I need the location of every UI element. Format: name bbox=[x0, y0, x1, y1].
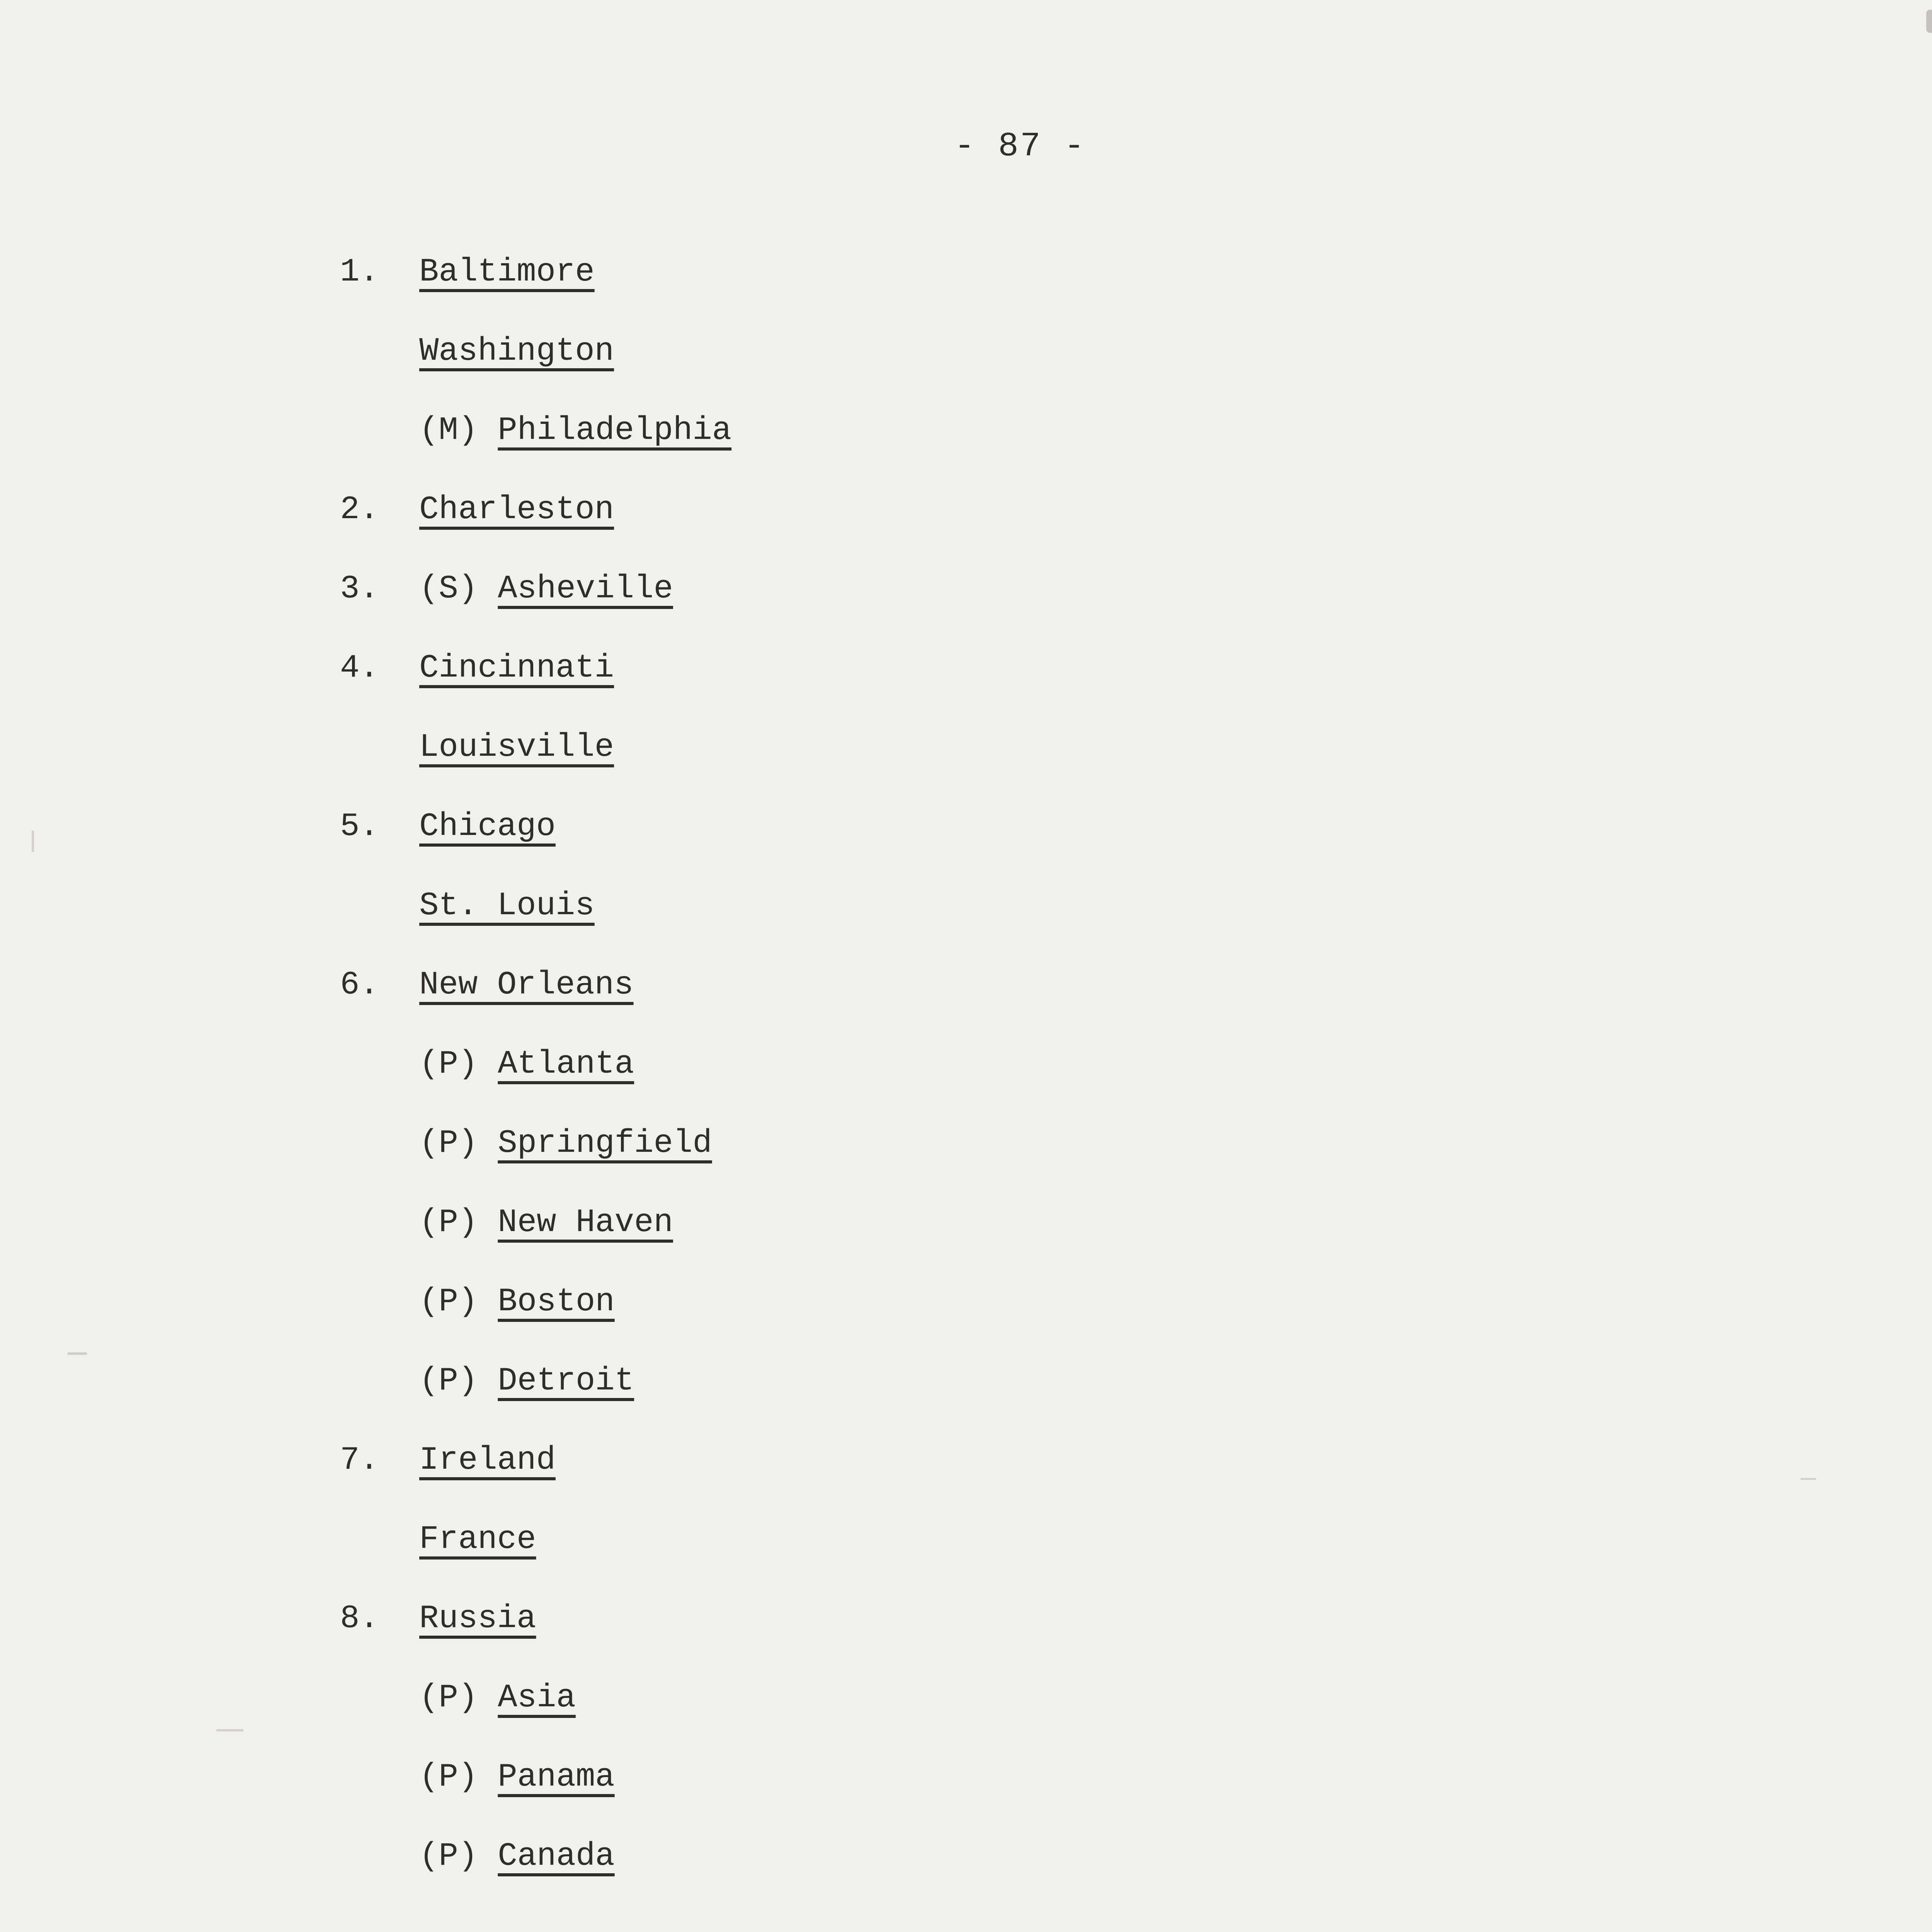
entry-number: 4. bbox=[340, 650, 379, 687]
entry-prefix: (P) bbox=[419, 1204, 478, 1241]
page-number: - 87 - bbox=[954, 128, 1086, 166]
entry-number: 3. bbox=[340, 571, 379, 607]
entry-number: 7. bbox=[340, 1442, 379, 1479]
entry-place: Chicago bbox=[419, 808, 556, 845]
entry-prefix: (P) bbox=[419, 1363, 478, 1400]
entry-place: Asheville bbox=[498, 571, 673, 607]
entry-prefix: (P) bbox=[419, 1046, 478, 1083]
paper-speck bbox=[68, 1352, 87, 1355]
entry-place: Boston bbox=[498, 1284, 615, 1320]
entry-place: Charleston bbox=[419, 492, 614, 528]
entry-place: Panama bbox=[498, 1759, 615, 1796]
entry-place: France bbox=[419, 1521, 536, 1558]
entry-place: New Orleans bbox=[419, 967, 634, 1003]
entry-place: Ireland bbox=[419, 1442, 556, 1479]
entry-place: Philadelphia bbox=[498, 412, 732, 449]
entry-place: Canada bbox=[498, 1838, 615, 1875]
entry-prefix: (P) bbox=[419, 1125, 478, 1162]
entry-prefix: (S) bbox=[419, 571, 478, 607]
entry-number: 5. bbox=[340, 808, 379, 845]
entry-place: Atlanta bbox=[498, 1046, 634, 1083]
entry-place: Cincinnati bbox=[419, 650, 614, 687]
paper-speck bbox=[1801, 1478, 1816, 1480]
entry-prefix: (M) bbox=[419, 412, 478, 449]
entry-place: Washington bbox=[419, 333, 614, 370]
entry-prefix: (P) bbox=[419, 1838, 478, 1875]
entry-prefix: (P) bbox=[419, 1680, 478, 1716]
entry-number: 6. bbox=[340, 967, 379, 1003]
entry-place: Detroit bbox=[498, 1363, 634, 1400]
entry-place: St. Louis bbox=[419, 888, 595, 924]
entry-place: New Haven bbox=[498, 1204, 673, 1241]
paper-speck bbox=[216, 1729, 243, 1731]
entry-number: 1. bbox=[340, 254, 379, 291]
entry-prefix: (P) bbox=[419, 1284, 478, 1320]
entry-place: Russia bbox=[419, 1600, 536, 1637]
entry-prefix: (P) bbox=[419, 1759, 478, 1796]
paper-speck bbox=[1926, 10, 1932, 33]
entry-place: Baltimore bbox=[419, 254, 595, 291]
entry-place: Louisville bbox=[419, 729, 614, 766]
entry-place: Springfield bbox=[498, 1125, 712, 1162]
entry-number: 8. bbox=[340, 1600, 379, 1637]
paper-speck bbox=[32, 831, 34, 852]
entry-place: Asia bbox=[498, 1680, 576, 1716]
entry-number: 2. bbox=[340, 492, 379, 528]
